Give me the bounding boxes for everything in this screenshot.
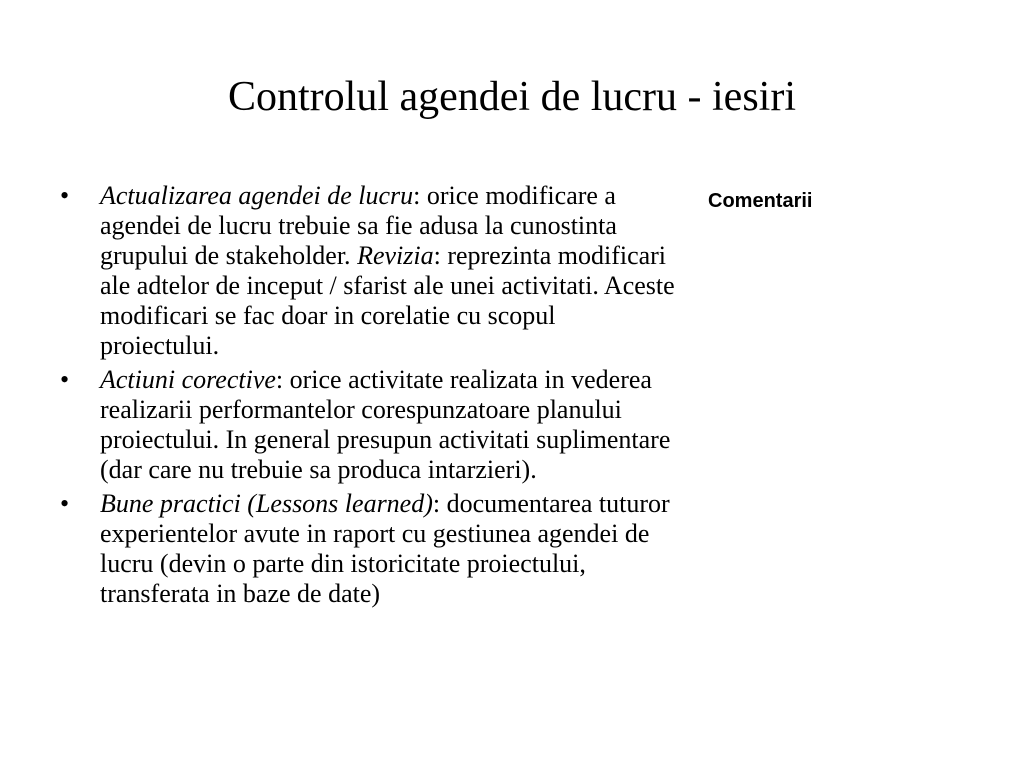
term-revizia: Revizia — [357, 241, 434, 270]
bullet-item — [60, 365, 680, 485]
description-text: : orice activitate realizata in vederea realizarii performantelor corespunzatoare planului proiectului. In general presupun activitati suplimentare (dar care nu trebuie sa produca intarzieri). — [100, 365, 671, 484]
bullet-text — [100, 365, 670, 484]
term-bune-practici: Bune practici (Lessons learned) — [100, 489, 433, 518]
term-actiuni-corective: Actiuni corective — [100, 365, 276, 394]
term-actualizarea: Actualizarea agendei de lucru — [100, 181, 414, 210]
bullet-item — [60, 181, 680, 361]
comments-label: Comentarii — [708, 190, 813, 212]
bullet-dot-icon: • — [60, 365, 70, 394]
bullet-text — [100, 489, 670, 608]
slide-title: Controlul agendei de lucru - iesiri — [227, 74, 796, 120]
description-text: : documentarea tuturor experientelor avute in raport cu gestiunea agendei de lucru (devin o parte din istoricitate proiectului, transferata in baze de date) — [100, 489, 670, 608]
bullet-dot-icon: • — [60, 489, 70, 518]
bullet-list — [60, 181, 680, 613]
bullet-dot-icon: • — [60, 181, 70, 210]
description-text: : reprezinta modificari ale adtelor de inceput / sfarist ale unei activitati. Aceste modificari se fac doar in corelatie cu scopul proiectului. — [100, 241, 675, 360]
description-text: : orice modificare a agendei de lucru trebuie sa fie adusa la cunostinta grupului de stakeholder. — [100, 181, 617, 270]
bullet-item — [60, 489, 680, 609]
bullet-text — [100, 181, 675, 360]
